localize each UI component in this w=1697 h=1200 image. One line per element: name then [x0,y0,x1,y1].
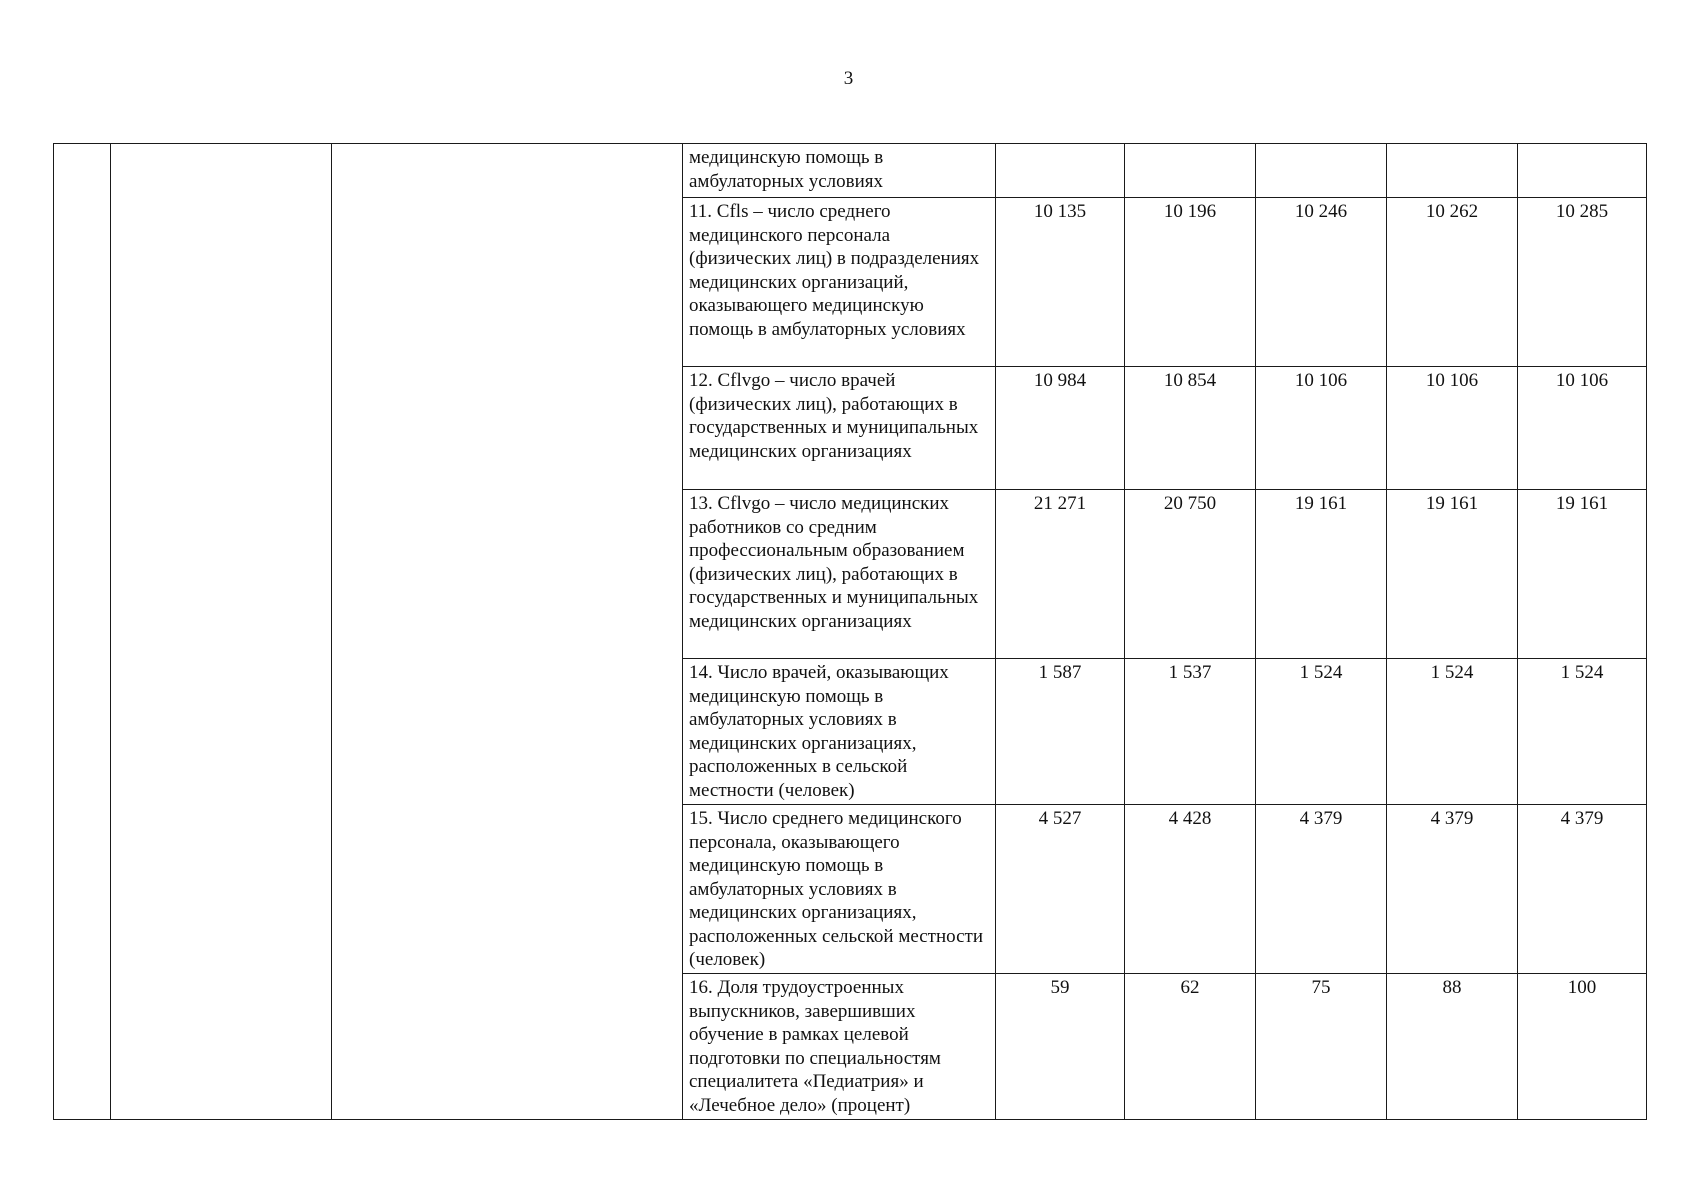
value-cell: 19 161 [1387,490,1518,659]
value-cell: 10 246 [1256,198,1387,367]
value-cell: 1 524 [1518,659,1647,805]
value-cell: 1 587 [996,659,1125,805]
value-cell: 100 [1518,974,1647,1120]
value-cell: 4 379 [1387,805,1518,974]
value-cell: 20 750 [1125,490,1256,659]
value-cell: 10 262 [1387,198,1518,367]
indicator-cell: 15. Число среднего медицинского персонала, оказывающего медицинскую помощь в амбулаторных условиях в медицинских организациях, расположенных сельской местности (человек) [683,805,996,974]
page-number: 3 [843,68,854,89]
value-cell: 4 527 [996,805,1125,974]
value-cell: 10 106 [1518,367,1647,490]
value-cell: 75 [1256,974,1387,1120]
value-cell: 10 984 [996,367,1125,490]
value-cell: 21 271 [996,490,1125,659]
indicator-cell: 14. Число врачей, оказывающих медицинскую помощь в амбулаторных условиях в медицинских организациях, расположенных в сельской местности (человек) [683,659,996,805]
value-cell: 19 161 [1518,490,1647,659]
value-cell: 19 161 [1256,490,1387,659]
value-cell: 10 106 [1387,367,1518,490]
value-cell: 10 135 [996,198,1125,367]
value-cell: 62 [1125,974,1256,1120]
value-cell: 1 537 [1125,659,1256,805]
value-cell: 10 106 [1256,367,1387,490]
empty-name-cell [111,144,332,1120]
value-cell: 1 524 [1256,659,1387,805]
value-cell: 4 428 [1125,805,1256,974]
value-cell [1125,144,1256,198]
empty-number-cell [54,144,111,1120]
value-cell: 10 196 [1125,198,1256,367]
value-cell: 59 [996,974,1125,1120]
value-cell: 10 854 [1125,367,1256,490]
value-cell [996,144,1125,198]
table-row [54,144,1647,198]
indicator-cell: 12. Cflvgo – число врачей (физических лиц), работающих в государственных и муниципальных медицинских организациях [683,367,996,490]
indicator-cell: 16. Доля трудоустроенных выпускников, завершивших обучение в рамках целевой подготовки по специальностям специалитета «Педиатрия» и «Лечебное дело» (процент) [683,974,996,1120]
empty-description-cell [332,144,683,1120]
indicators-table [53,143,1647,1120]
value-cell [1256,144,1387,198]
value-cell: 88 [1387,974,1518,1120]
indicator-cell: 13. Cflvgo – число медицинских работников со средним профессиональным образованием (физических лиц), работающих в государственных и муниципальных медицинских организациях [683,490,996,659]
value-cell: 1 524 [1387,659,1518,805]
value-cell: 4 379 [1256,805,1387,974]
value-cell: 4 379 [1518,805,1647,974]
indicator-cell: 11. Cfls – число среднего медицинского персонала (физических лиц) в подразделениях медицинских организаций, оказывающего медицинскую помощь в амбулаторных условиях [683,198,996,367]
value-cell [1518,144,1647,198]
indicator-cell: медицинскую помощь в амбулаторных условиях [683,144,996,198]
value-cell: 10 285 [1518,198,1647,367]
value-cell [1387,144,1518,198]
